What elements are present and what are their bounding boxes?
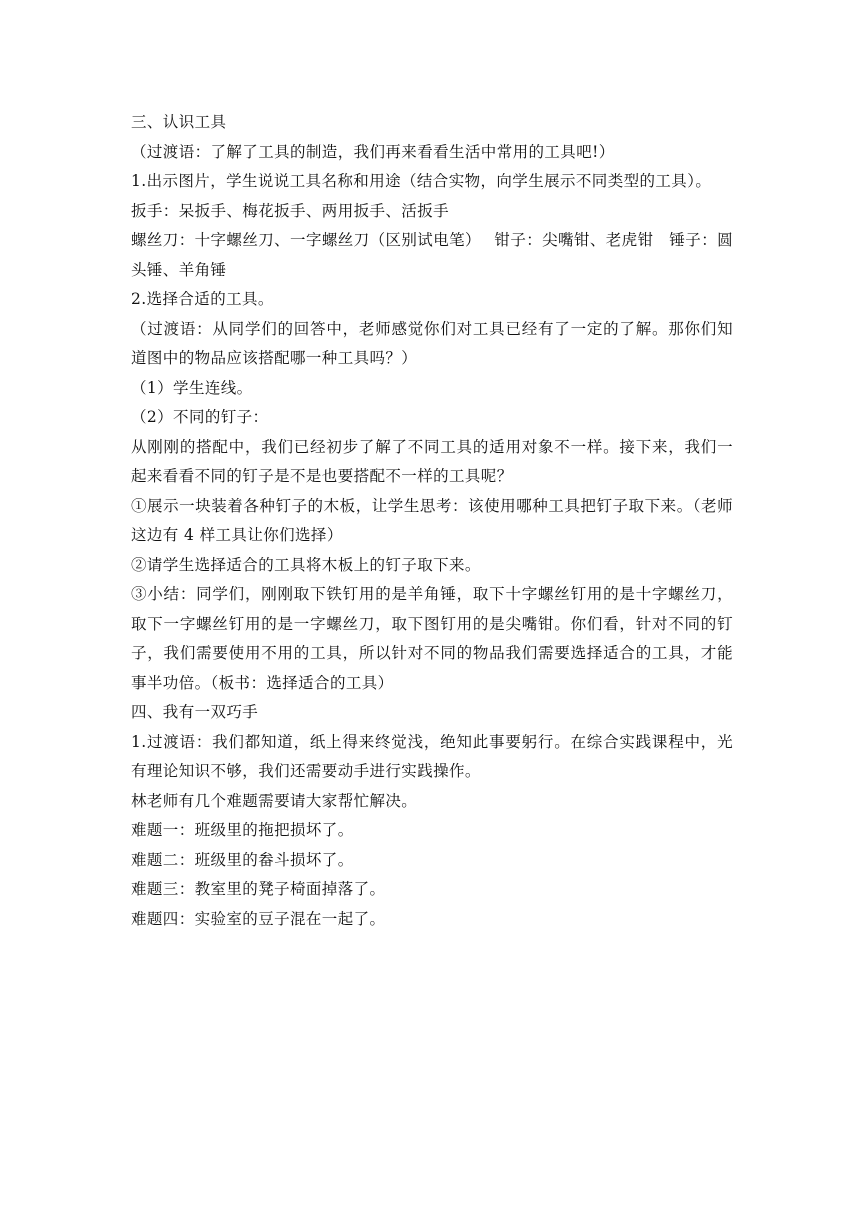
list-item: 难题三：教室里的凳子椅面掉落了。 bbox=[131, 880, 386, 898]
paragraph: 林老师有几个难题需要请大家帮忙解决。 bbox=[131, 791, 418, 810]
paragraph: 螺丝刀：十字螺丝刀、一字螺丝刀（区别试电笔） 钳子：尖嘴钳、老虎钳 锤子：圆头锤、羊角锤 bbox=[131, 231, 733, 279]
paragraph: （过渡语：从同学们的回答中，老师感觉你们对工具已经有了一定的了解。那你们知道图中的物品应该搭配哪一种工具吗？） bbox=[131, 319, 733, 367]
paragraph: 从刚刚的搭配中，我们已经初步了解了不同工具的适用对象不一样。接下来，我们一起来看看不同的钉子是不是也要搭配不一样的工具呢？ bbox=[131, 437, 733, 485]
paragraph: （过渡语：了解了工具的制造，我们再来看看生活中常用的工具吧!） bbox=[131, 142, 615, 161]
paragraph: （2）不同的钉子： bbox=[131, 408, 269, 426]
section-heading-3: 三、认识工具 bbox=[131, 113, 227, 131]
list-item: 难题二：班级里的畚斗损坏了。 bbox=[131, 850, 354, 869]
paragraph: （1）学生连线。 bbox=[131, 378, 253, 397]
paragraph: 2.选择合适的工具。 bbox=[131, 290, 274, 308]
paragraph: 1.出示图片，学生说说工具名称和用途（结合实物，向学生展示不同类型的工具）。 bbox=[131, 172, 712, 190]
document-body bbox=[131, 108, 733, 934]
list-item: 难题一：班级里的拖把损坏了。 bbox=[131, 821, 354, 839]
paragraph: ③小结：同学们，刚刚取下铁钉用的是羊角锤，取下十字螺丝钉用的是十字螺丝刀，取下一字螺丝钉用的是一字螺丝刀，取下图钉用的是尖嘴钳。你们看，针对不同的钉子，我们需要使用不用的工具，所以针对不同的物品我们需要选择适合的工具，才能事半功倍。（板书：选择适合的工具） bbox=[131, 585, 733, 692]
paragraph: 1.过渡语：我们都知道，纸上得来终觉浅，绝知此事要躬行。在综合实践课程中，光有理论知识不够，我们还需要动手进行实践操作。 bbox=[131, 732, 733, 780]
paragraph: ②请学生选择适合的工具将木板上的钉子取下来。 bbox=[131, 555, 481, 574]
section-heading-4: 四、我有一双巧手 bbox=[131, 703, 259, 721]
paragraph: 扳手：呆扳手、梅花扳手、两用扳手、活扳手 bbox=[131, 201, 450, 220]
paragraph: ①展示一块装着各种钉子的木板，让学生思考：该使用哪种工具把钉子取下来。（老师这边有 4 样工具让你们选择） bbox=[131, 496, 733, 544]
list-item: 难题四：实验室的豆子混在一起了。 bbox=[131, 909, 386, 928]
